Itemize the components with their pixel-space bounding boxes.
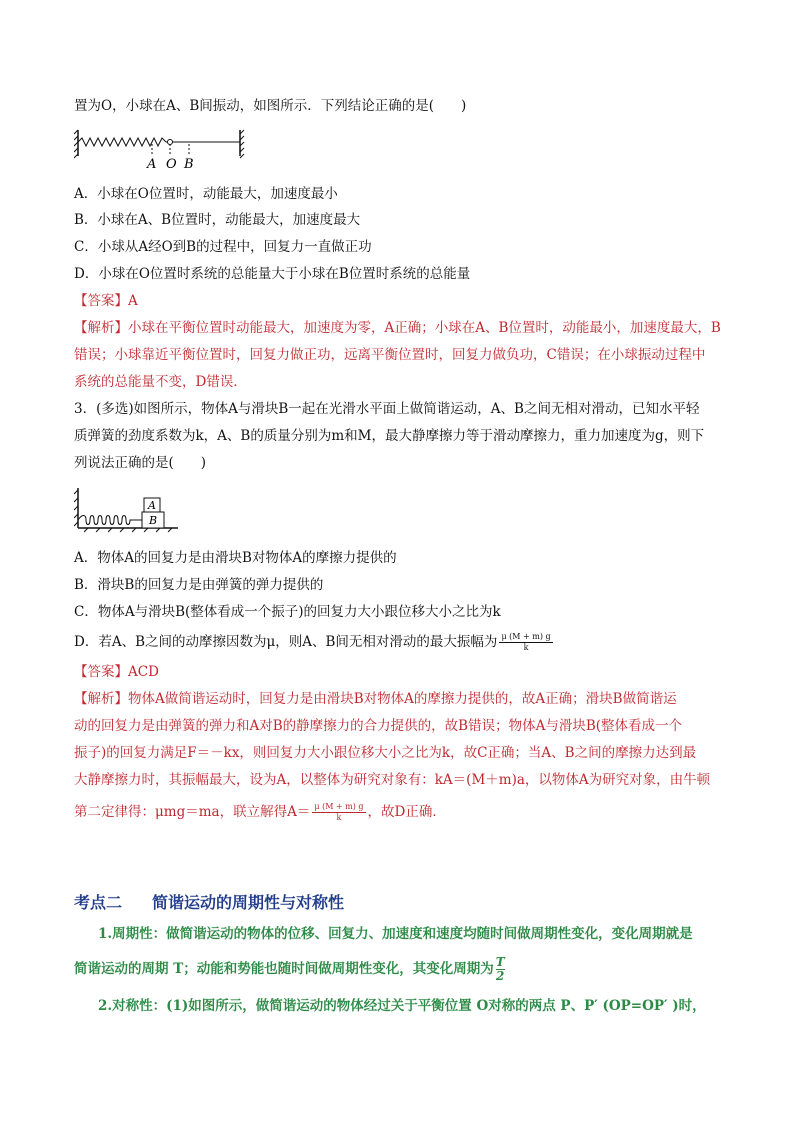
block-b-label: B <box>149 514 158 527</box>
q3-analysis-line-2: 动的回复力是由弹簧的弹力和A对B的静摩擦力的合力提供的，故B错误；物体A与滑块B(整体看成一个 <box>74 718 683 734</box>
q3-stem-line-1: 3．(多选)如图所示，物体A与滑块B一起在光滑水平面上做简谐运动，A、B之间无相对滑动，已知水平轻 <box>74 401 700 417</box>
q3-analysis-line-1: 【解析】物体A做简谐运动时，回复力是由滑块B对物体A的摩擦力提供的，故A正确；滑块B做简谐运 <box>74 691 677 707</box>
block-spring-figure <box>74 486 184 534</box>
half-period-fraction: $\frac{T}{2}$ <box>495 955 505 983</box>
q2-option-d: D．小球在O位置时系统的总能量大于小球在B位置时系统的总能量 <box>74 266 471 282</box>
q2-option-b: B．小球在A、B位置时，动能最大，加速度最大 <box>74 212 361 228</box>
label-o: O <box>166 157 177 170</box>
spring-oscillator-figure <box>74 124 254 170</box>
q3-option-d <box>74 632 754 653</box>
q3-option-a: A．物体A的回复力是由滑块B对物体A的摩擦力提供的 <box>74 550 397 566</box>
section-title: 简谐运动的周期性与对称性 <box>152 893 345 912</box>
q2-analysis-line-1: 【解析】小球在平衡位置时动能最大，加速度为零，A正确；小球在A、B位置时，动能最小，加速度最大，B <box>74 320 721 336</box>
q3-analysis-line-3: 振子)的回复力满足F＝－kx，则回复力大小跟位移大小之比为k，故C正确；当A、B之间的摩擦力达到最 <box>74 745 697 761</box>
label-a: A <box>147 157 157 170</box>
periodicity-line-2: 简谐运动的周期 T；动能和势能也随时间做周期性变化，其变化周期为 $\frac{T}{2}$ <box>74 955 505 983</box>
max-amplitude-fraction: $\frac{\mu (M + m) g}{k}$ <box>501 632 551 652</box>
q3-option-c: C．物体A与滑块B(整体看成一个振子)的回复力大小跟位移大小之比为k <box>74 604 501 620</box>
section-label: 考点二 <box>74 893 123 912</box>
label-b: B <box>184 157 194 170</box>
block-a-label: A <box>148 499 156 512</box>
section-heading <box>74 890 344 913</box>
q2-option-a: A．小球在O位置时，动能最大，加速度最小 <box>74 186 338 202</box>
q3-option-d-text: D．若A、B之间的动摩擦因数为μ，则A、B间无相对滑动的最大振幅为 <box>74 634 498 650</box>
q2-analysis-line-2: 错误；小球靠近平衡位置时，回复力做正功，远离平衡位置时，回复力做负功，C错误；在小球振动过程中 <box>74 347 706 363</box>
q3-option-b: B．滑块B的回复力是由弹簧的弹力提供的 <box>74 577 324 593</box>
symmetry-line: 2.对称性：(1)如图所示，做简谐运动的物体经过关于平衡位置 O对称的两点 P、P′ (OP=OP′ )时， <box>98 998 706 1014</box>
q2-option-c: C．小球从A经O到B的过程中，回复力一直做正功 <box>74 239 372 255</box>
q3-analysis-line-4: 大静摩擦力时，其振幅最大，设为A，以整体为研究对象有：kA＝(M＋m)a，以物体A为研究对象，由牛顿 <box>74 772 711 788</box>
q3-stem-line-3: 列说法正确的是( ) <box>74 455 207 471</box>
q3-analysis-line-5: 第二定律得：μmg＝ma，联立解得A＝ $\frac{\mu (M + m) g}{k}$ ，故D正确． <box>74 802 446 822</box>
analysis-fraction: $\frac{\mu (M + m) g}{k}$ <box>314 802 364 822</box>
q2-analysis-line-3: 系统的总能量不变，D错误． <box>74 374 247 390</box>
periodicity-line-1: 1.周期性：做简谐运动的物体的位移、回复力、加速度和速度均随时间做周期性变化，变化周期就是 <box>98 926 693 942</box>
q2-answer: 【答案】A <box>74 293 138 309</box>
q3-stem-line-2: 质弹簧的劲度系数为k，A、B的质量分别为m和M，最大静摩擦力等于滑动摩擦力，重力加速度为g，则下 <box>74 428 705 444</box>
q2-stem: 置为O，小球在A、B间振动，如图所示．下列结论正确的是( ) <box>74 98 467 114</box>
q3-answer: 【答案】ACD <box>74 664 159 680</box>
